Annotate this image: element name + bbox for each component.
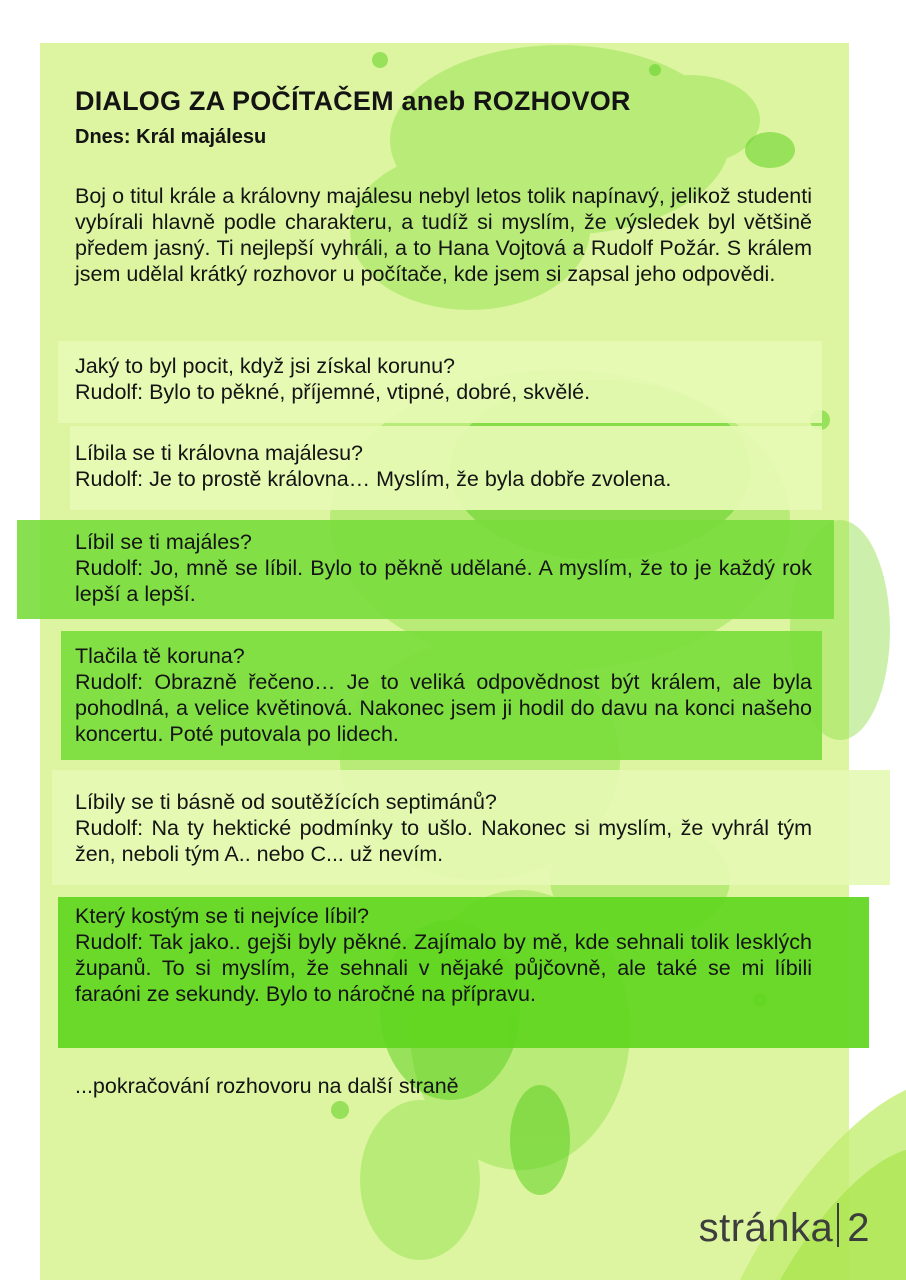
question: Líbil se ti majáles? xyxy=(75,530,252,554)
qa-item xyxy=(75,903,812,1007)
qa-item xyxy=(75,789,812,867)
page-subtitle: Dnes: Král majálesu xyxy=(75,126,267,148)
question: Líbila se ti královna majálesu? xyxy=(75,441,364,465)
intro-paragraph: Boj o titul krále a královny majálesu nebyl letos tolik napínavý, jelikož studenti vybírali hlavně podle charakteru, a tudíž si myslím, že výsledek byl většině předem jasný. Ti nejlepší vyhráli, a to Hana Vojtová a Rudolf Požár. S králem jsem udělal krátký rozhovor u počítače, kde jsem si zapsal jeho odpovědi. xyxy=(75,184,812,286)
qa-item xyxy=(75,353,812,405)
answer: Rudolf: Je to prostě královna… Myslím, že byla dobře zvolena. xyxy=(75,467,672,491)
answer: Rudolf: Bylo to pěkné, příjemné, vtipné, dobré, skvělé. xyxy=(75,380,591,404)
divider xyxy=(837,1203,839,1247)
answer: Rudolf: Jo, mně se líbil. Bylo to pěkně udělané. A myslím, že to je každý rok lepší a lepší. xyxy=(75,556,812,606)
qa-item xyxy=(75,529,812,607)
answer: Rudolf: Na ty hektické podmínky to ušlo. Nakonec si myslím, že vyhrál tým žen, neboli tým A.. nebo C... už nevím. xyxy=(75,816,812,866)
page-number xyxy=(699,1203,870,1251)
page-label: stránka xyxy=(698,1206,834,1250)
answer: Rudolf: Tak jako.. gejši byly pěkné. Zajímalo by mě, kde sehnali tolik lesklých županů. To si myslím, že sehnali v nějaké půjčovně, ale také se mi líbili faraóni ze sekundy. Bylo to náročné na přípravu. xyxy=(75,930,812,1006)
question: Který kostým se ti nejvíce líbil? xyxy=(75,904,369,928)
answer: Rudolf: Obrazně řečeno… Je to veliká odpovědnost být králem, ale byla pohodlná, a velice květinová. Nakonec jsem ji hodil do davu na konci našeho koncertu. Poté putovala po lidech. xyxy=(75,670,812,746)
question: Jaký to byl pocit, když jsi získal korunu? xyxy=(75,354,455,378)
page-title: DIALOG ZA POČÍTAČEM aneb ROZHOVOR xyxy=(75,86,631,116)
page-number-value: 2 xyxy=(847,1206,870,1250)
question: Líbily se ti básně od soutěžících septimánů? xyxy=(75,790,497,814)
qa-item xyxy=(75,643,812,747)
question: Tlačila tě koruna? xyxy=(75,644,245,668)
qa-item xyxy=(75,440,812,492)
continuation-note: ...pokračování rozhovoru na další straně xyxy=(75,1074,459,1098)
